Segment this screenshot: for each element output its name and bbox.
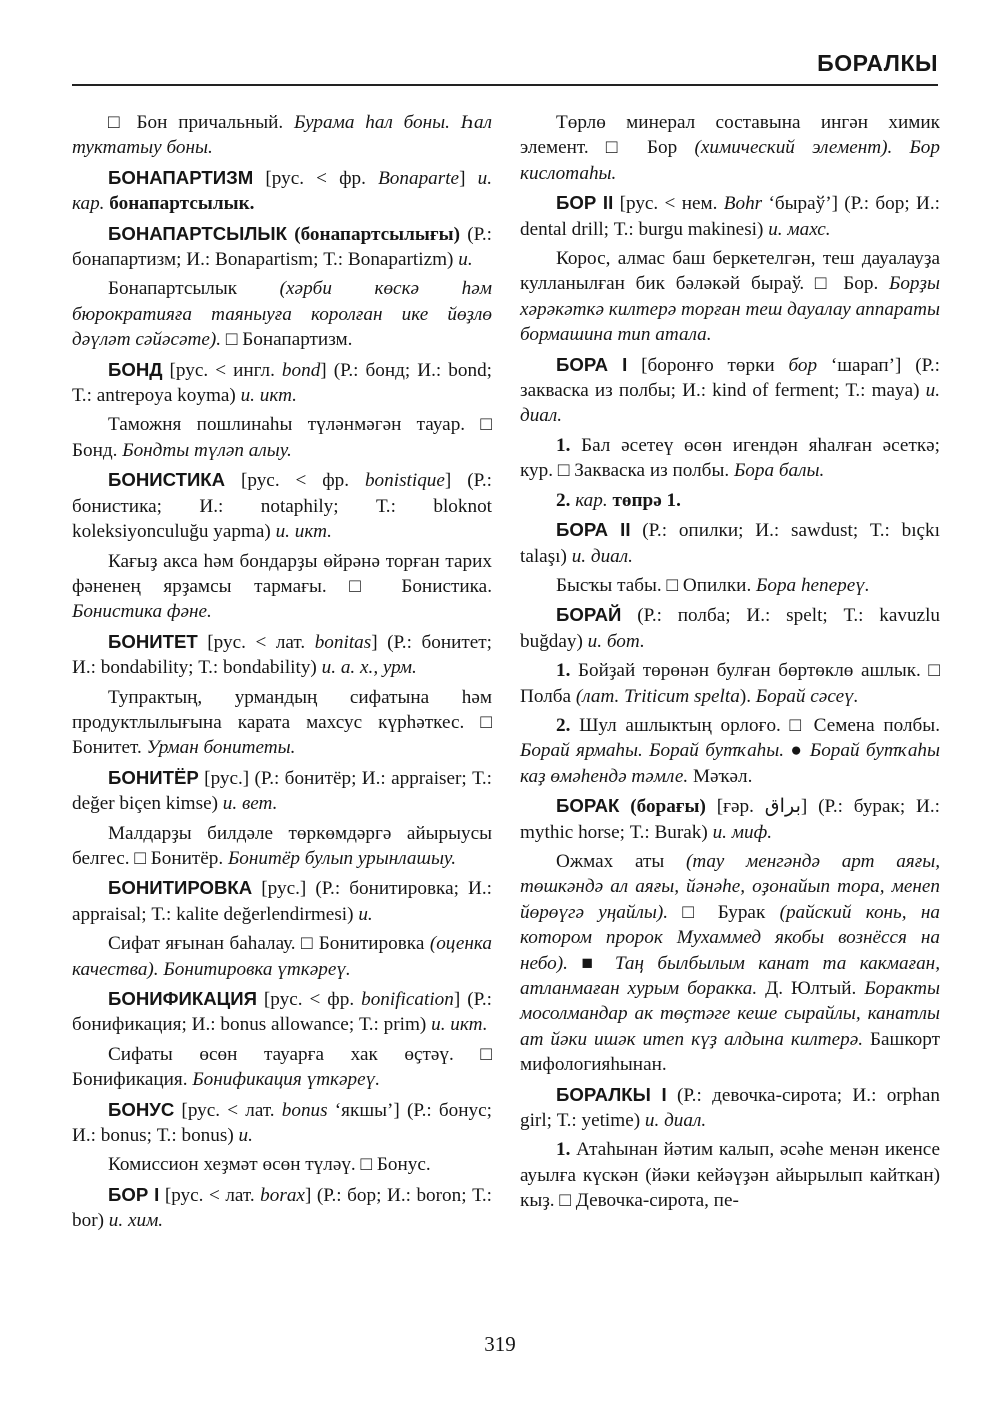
entry-boralky-1: БОРАЛКЫ I (Р.: девочка-сирота; И.: orphan girl; Т.: yetime) и. диал. [520,1083,940,1132]
entry-boray: БОРАЙ (Р.: полба; И.: spelt; Т.: kavuzlu buğday) и. бот. [520,604,940,652]
definition: Сифат яғынан баһалау. □ Бонитировка (оценка качества). Бонитировка үткәреү. [72,933,492,980]
running-head: БОРАЛКЫ [817,50,938,76]
entry-bond: БОНД [рус. < ингл. bond] (Р.: бонд; И.: bond; Т.: antrepoya koyma) и. икт. [72,358,492,407]
entry-boniter: БОНИТЁР [рус.] (Р.: бонитёр; И.: appraiser; Т.: değer biçen kimse) и. вет. [72,766,492,815]
definition: Бонапартсылык (хәрби көскә һәм бюрократияға таяныуға королған ике йөҙлө дәүләт сәйәсәте). □ Бонапартизм. [72,278,492,351]
definition: Тупрактың, урмандың сифатына һәм продуктлылығына карата махсус күрһәткес. □ Бонитет. Урман бонитеты. [72,686,492,759]
definition: Кағыҙ акса һәм бондарҙы өйрәнә торған тарих фәненең ярҙамсы тармағы. □ Бонистика. Бонистика фәне. [72,550,492,623]
definition: Бысҡы табы. □ Опилки. Бора һепереү. [556,574,870,596]
sense-1: 1. Атаһынан йәтим калып, әсәһе менән икенсе ауылға күскән (йәки кейәүҙән айырылып кайткан) кыҙ. □ Девочка-сирота, пе- [520,1139,940,1212]
entry-bor-1: БОР I [рус. < лат. borax] (Р.: бор; И.: boron; Т.: bor) и. хим. [72,1183,493,1232]
entry-bonapartsylyk: БОНАПАРТСЫЛЫК (бонапартсылығы) (Р.: бонапартизм; И.: Bonapartism; Т.: Bonapartizm) и. [72,222,492,271]
entry-bora-1: БОРА I [боронғо төрки бор ‘шарап’] (Р.: закваска из полбы; И.: kind of ferment; Т.: maya) и. диал. [520,353,940,427]
left-column [72,110,492,1238]
sense-2: 2. Шул ашлыктың орлоғо. □ Семена полбы. Борай ярмаһы. Борай бутҡаһы. ● Борай бутҡаһы каҙ өмәһендә тәмле. Мәҡәл. [520,714,940,787]
entry-bonitirovka: БОНИТИРОВКА [рус.] (Р.: бонитировка; И.: appraisal; Т.: kalite değerlendirmesi) и. [72,877,492,925]
entry-bonistika: БОНИСТИКА [рус. < фр. bonistique] (Р.: бонистика; И.: notaphily; Т.: bloknot koleksiyonculuğu yapma) и. икт. [72,469,492,543]
definition: Төрлө минерал составына ингән химик элемент. □ Бор (химический элемент). Бор кислотаһы. [520,112,940,184]
entry-borak: БОРАК (борағы) [ғәр. براق] (Р.: бурак; И.: mythic horse; Т.: Burak) и. миф. [520,795,940,843]
definition: Корос, алмас баш беркетелгән, теш дауалауҙа кулланылған бик бәләкәй быраў. □ Бор. Борҙы хәрәкәткә килтерә торған теш дауалау аппараты бормашина тип атала. [520,248,940,346]
entry-bonitet: БОНИТЕТ [рус. < лат. bonitas] (Р.: бонитет; И.: bondability; Т.: bondability) и. а. х., урм. [72,630,492,679]
definition: Таможня пошлинаһы түләнмәгән тауар. □ Бонд. Бондты түләп алыу. [72,414,492,461]
entry-bor-2: БОР II [рус. < нем. Bohr ‘быраў’] (Р.: бор; И.: dental drill; Т.: burgu makinesi) и. махс. [520,192,940,240]
sense-2: 2. кар. төпрә 1. [556,489,681,511]
sense-1: 1. Бойҙай төрөнән булған бөртөклө ашлык. □ Полба (лат. Triticum spelta). Борай сәсеү. [520,660,940,707]
entry-bonus: БОНУС [рус. < лат. bonus ‘якшы’] (Р.: бонус; И.: bonus; Т.: bonus) и. [72,1098,492,1147]
definition: Малдарҙы билдәле төркөмдәргә айырыусы белгес. □ Бонитёр. Бонитёр булып урынлашыу. [72,822,492,869]
header-rule [72,84,938,86]
definition: Комиссион хеҙмәт өсөн түләү. □ Бонус. [108,1154,431,1176]
entry-bora-2: БОРА II (Р.: опилки; И.: sawdust; Т.: bıçkı talaşı) и. диал. [520,519,940,567]
entry-bonifikatsiya: БОНИФИКАЦИЯ [рус. < фр. bonification] (Р.: бонификация; И.: bonus allowance; Т.: prim) и. икт. [72,988,492,1036]
definition: Ожмах аты (тау менгәндә арт аяғы, төшкәндә ал аяғы, йәнәһе, оҙонайып тора, менеп йөрөүгә уңайлы). □ Бурак (райский конь, на котором пророк Мухаммед якобы вознёсся на небо). ■ Таң былбылым канат та какмаған, атланмаған хурым боракка. Д. Юлтый. Боракты мосолмандар ак төҫтәге кеше сырайлы, канатлы ат йәки ишәк итеп күҙ алдына килтерә. Башкорт мифологияһынан. [520,850,940,1076]
sense-1: 1. Бал әсетеү өсөн игендән яһалған әсеткә; кур. □ Закваска из полбы. Бора балы. [520,434,940,482]
example-line: □ Бон причальный. Бурама һал боны. Һал туктатыу боны. [72,112,492,159]
right-column [520,110,940,1218]
definition: Сифаты өсөн тауарға хак өҫтәү. □ Бонификация. Бонификация үткәреү. [72,1043,492,1091]
entry-bonapartizm: БОНАПАРТИЗМ [рус. < фр. Bonaparte] и. кар. бонапартсылык. [72,166,492,215]
page-number: 319 [484,1332,516,1356]
